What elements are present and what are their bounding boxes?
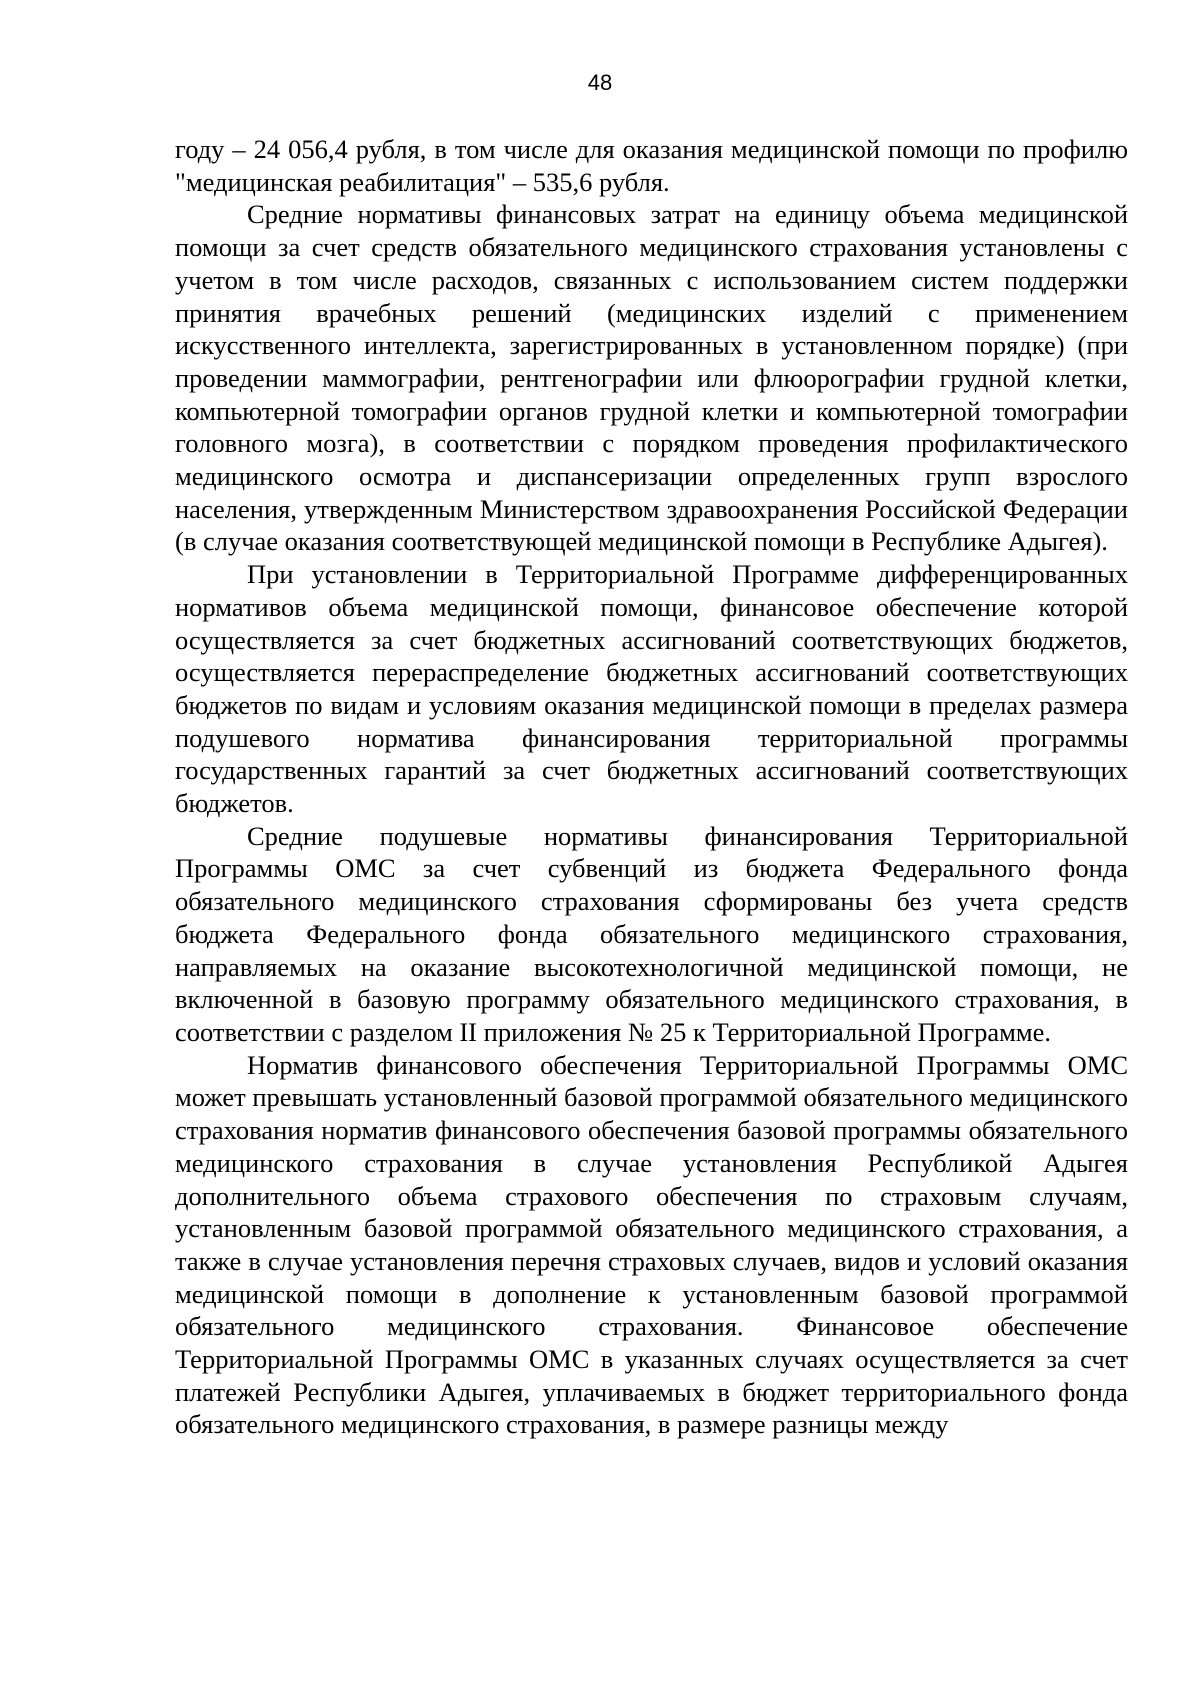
paragraph: Средние подушевые нормативы финансирования Территориальной Программы ОМС за счет субвенций из бюджета Федерального фонда обязательного медицинского страхования сформированы без учета средств бюджета Федерального фонда обязательного медицинского страхования, направляемых на оказание высокотехнологичной медицинской помощи, не включенной в базовую программу обязательного медицинского страхования, в соответствии с разделом II приложения № 25 к Территориальной Программе. bbox=[175, 820, 1128, 1047]
document-body bbox=[175, 133, 1128, 1441]
paragraph: Норматив финансового обеспечения Территориальной Программы ОМС может превышать установленный базовой программой обязательного медицинского страхования норматив финансового обеспечения базовой программы обязательного медицинского страхования в случае установления Республикой Адыгея дополнительного объема страхового обеспечения по страховым случаям, установленным базовой программой обязательного медицинского страхования, а также в случае установления перечня страховых случаев, видов и условий оказания медицинской помощи в дополнение к установленным базовой программой обязательного медицинского страхования. Финансовое обеспечение Территориальной Программы ОМС в указанных случаях осуществляется за счет платежей Республики Адыгея, уплачиваемых в бюджет территориального фонда обязательного медицинского страхования, в размере разницы между bbox=[175, 1049, 1128, 1440]
page-number: 48 bbox=[587, 70, 613, 95]
paragraph: При установлении в Территориальной Программе дифференцированных нормативов объема медицинской помощи, финансовое обеспечение которой осуществляется за счет бюджетных ассигнований соответствующих бюджетов, осуществляется перераспределение бюджетных ассигнований соответствующих бюджетов по видам и условиям оказания медицинской помощи в пределах размера подушевого норматива финансирования территориальной программы государственных гарантий за счет бюджетных ассигнований соответствующих бюджетов. bbox=[175, 559, 1128, 819]
paragraph: Средние нормативы финансовых затрат на единицу объема медицинской помощи за счет средств обязательного медицинского страхования установлены с учетом в том числе расходов, связанных с использованием систем поддержки принятия врачебных решений (медицинских изделий с применением искусственного интеллекта, зарегистрированных в установленном порядке) (при проведении маммографии, рентгенографии или флюорографии грудной клетки, компьютерной томографии органов грудной клетки и компьютерной томографии головного мозга), в соответствии с порядком проведения профилактического медицинского осмотра и диспансеризации определенных групп взрослого населения, утвержденным Министерством здравоохранения Российской Федерации (в случае оказания соответствующей медицинской помощи в Республике Адыгея). bbox=[175, 199, 1128, 557]
paragraph-continuation: году – 24 056,4 рубля, в том числе для оказания медицинской помощи по профилю "медицинская реабилитация" – 535,6 рубля. bbox=[175, 134, 1128, 197]
